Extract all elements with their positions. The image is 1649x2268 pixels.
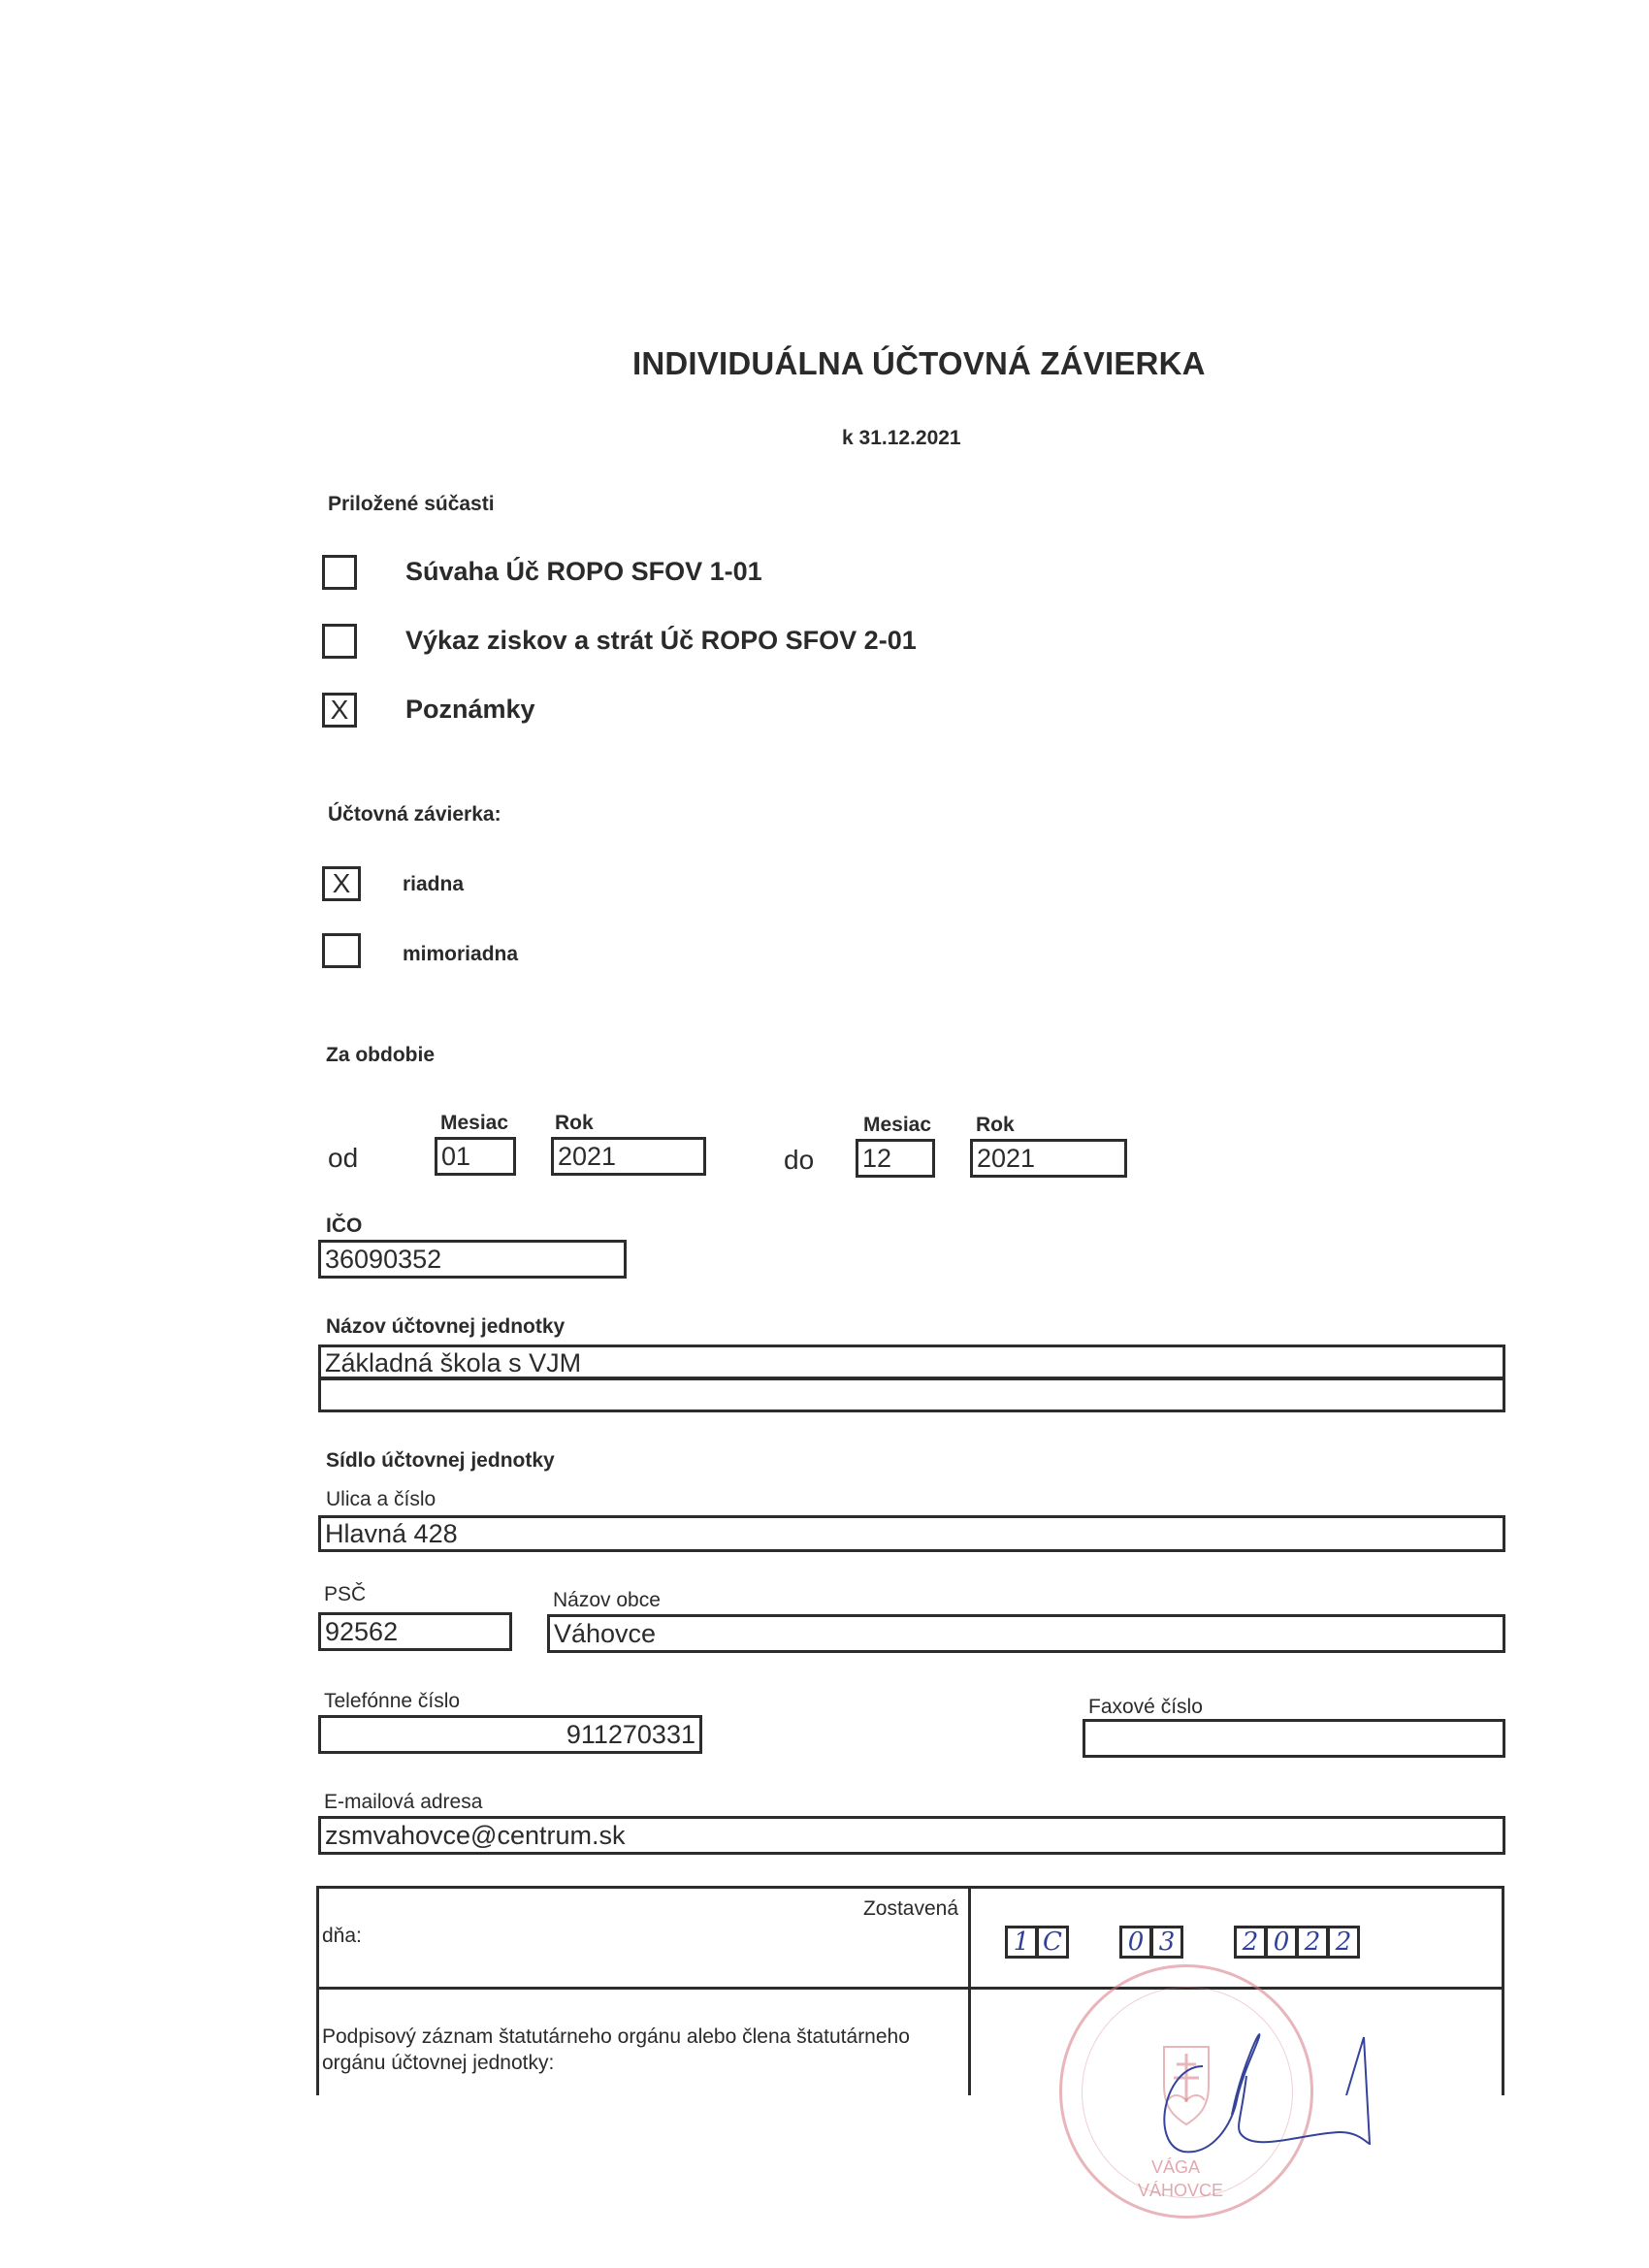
ico-field[interactable]: 36090352 [318,1240,627,1279]
period-heading: Za obdobie [326,1044,435,1066]
table-right-border [1502,1886,1504,2095]
date-month-digit-2[interactable]: 3 [1150,1926,1183,1959]
signature-label-line1: Podpisový záznam štatutárneho orgánu alebo člena štatutárneho [322,2025,910,2048]
address-heading: Sídlo účtovnej jednotky [326,1449,555,1472]
compiled-label: Zostavená [862,1897,958,1920]
phone-label: Telefónne číslo [324,1690,461,1712]
signature-label [322,2024,910,2076]
document-title: INDIVIDUÁLNA ÚČTOVNÁ ZÁVIERKA [632,345,1206,381]
fax-label: Faxové číslo [1088,1696,1203,1718]
checkbox-label-riadna: riadna [403,873,465,895]
date-year-digit-1[interactable]: 2 [1234,1926,1267,1959]
checkbox-vykaz[interactable] [322,624,357,659]
date-year-digit-2[interactable]: 0 [1265,1926,1298,1959]
checkbox-suvaha[interactable] [322,555,357,590]
stamp-city-lower: VÁHOVCE [1138,2181,1224,2200]
psc-label: PSČ [324,1583,367,1605]
signature-label-line2: orgánu účtovnej jednotky: [322,2052,555,2074]
table-top-border [316,1886,1504,1889]
ico-label: IČO [326,1215,363,1237]
closing-type-heading: Účtovná závierka: [328,803,501,826]
table-left-border [316,1886,319,2095]
date-day-digit-1[interactable]: 1 [1005,1926,1038,1959]
email-label: E-mailová adresa [324,1791,483,1813]
date-year-digit-3[interactable]: 2 [1296,1926,1329,1959]
entity-name-line2-field[interactable] [318,1377,1505,1412]
date-label: dňa: [322,1925,362,1947]
email-field[interactable]: zsmvahovce@centrum.sk [318,1816,1505,1855]
phone-field[interactable]: 911270331 [318,1715,702,1754]
from-year-label: Rok [555,1112,594,1134]
street-label: Ulica a číslo [326,1488,436,1510]
checkbox-mimoriadna[interactable] [322,933,361,968]
psc-field[interactable]: 92562 [318,1612,512,1651]
stamp-city-upper: VÁGA [1151,2157,1201,2177]
entity-name-line1-field[interactable]: Základná škola s VJM [318,1345,1505,1379]
date-month-digit-1[interactable]: 0 [1119,1926,1152,1959]
table-middle-border [316,1987,1504,1990]
to-year-field[interactable]: 2021 [970,1139,1127,1178]
entity-name-label: Názov účtovnej jednotky [326,1315,566,1338]
from-month-label: Mesiac [440,1112,509,1134]
to-year-label: Rok [976,1114,1015,1136]
date-year-digit-4[interactable]: 2 [1327,1926,1360,1959]
checkbox-poznamky[interactable]: X [322,693,357,728]
from-month-field[interactable]: 01 [435,1137,516,1176]
to-month-field[interactable]: 12 [856,1139,935,1178]
city-label: Názov obce [553,1589,661,1611]
table-center-border [968,1886,971,2095]
fax-field[interactable] [1083,1719,1505,1758]
to-label: do [784,1145,815,1175]
checkbox-riadna[interactable]: X [322,866,361,901]
signature-icon [1145,2008,1397,2163]
city-field[interactable]: Váhovce [547,1614,1505,1653]
checkbox-label-poznamky: Poznámky [405,695,535,724]
from-label: od [328,1143,359,1173]
checkbox-label-mimoriadna: mimoriadna [403,943,519,965]
from-year-field[interactable]: 2021 [551,1137,706,1176]
checkbox-label-suvaha: Súvaha Úč ROPO SFOV 1-01 [405,557,762,586]
checkbox-label-vykaz: Výkaz ziskov a strát Úč ROPO SFOV 2-01 [405,626,917,655]
attached-parts-heading: Priložené súčasti [328,493,495,515]
to-month-label: Mesiac [863,1114,932,1136]
date-day-digit-2[interactable]: C [1036,1926,1069,1959]
street-field[interactable]: Hlavná 428 [318,1515,1505,1552]
document-as-of-date: k 31.12.2021 [842,427,961,449]
